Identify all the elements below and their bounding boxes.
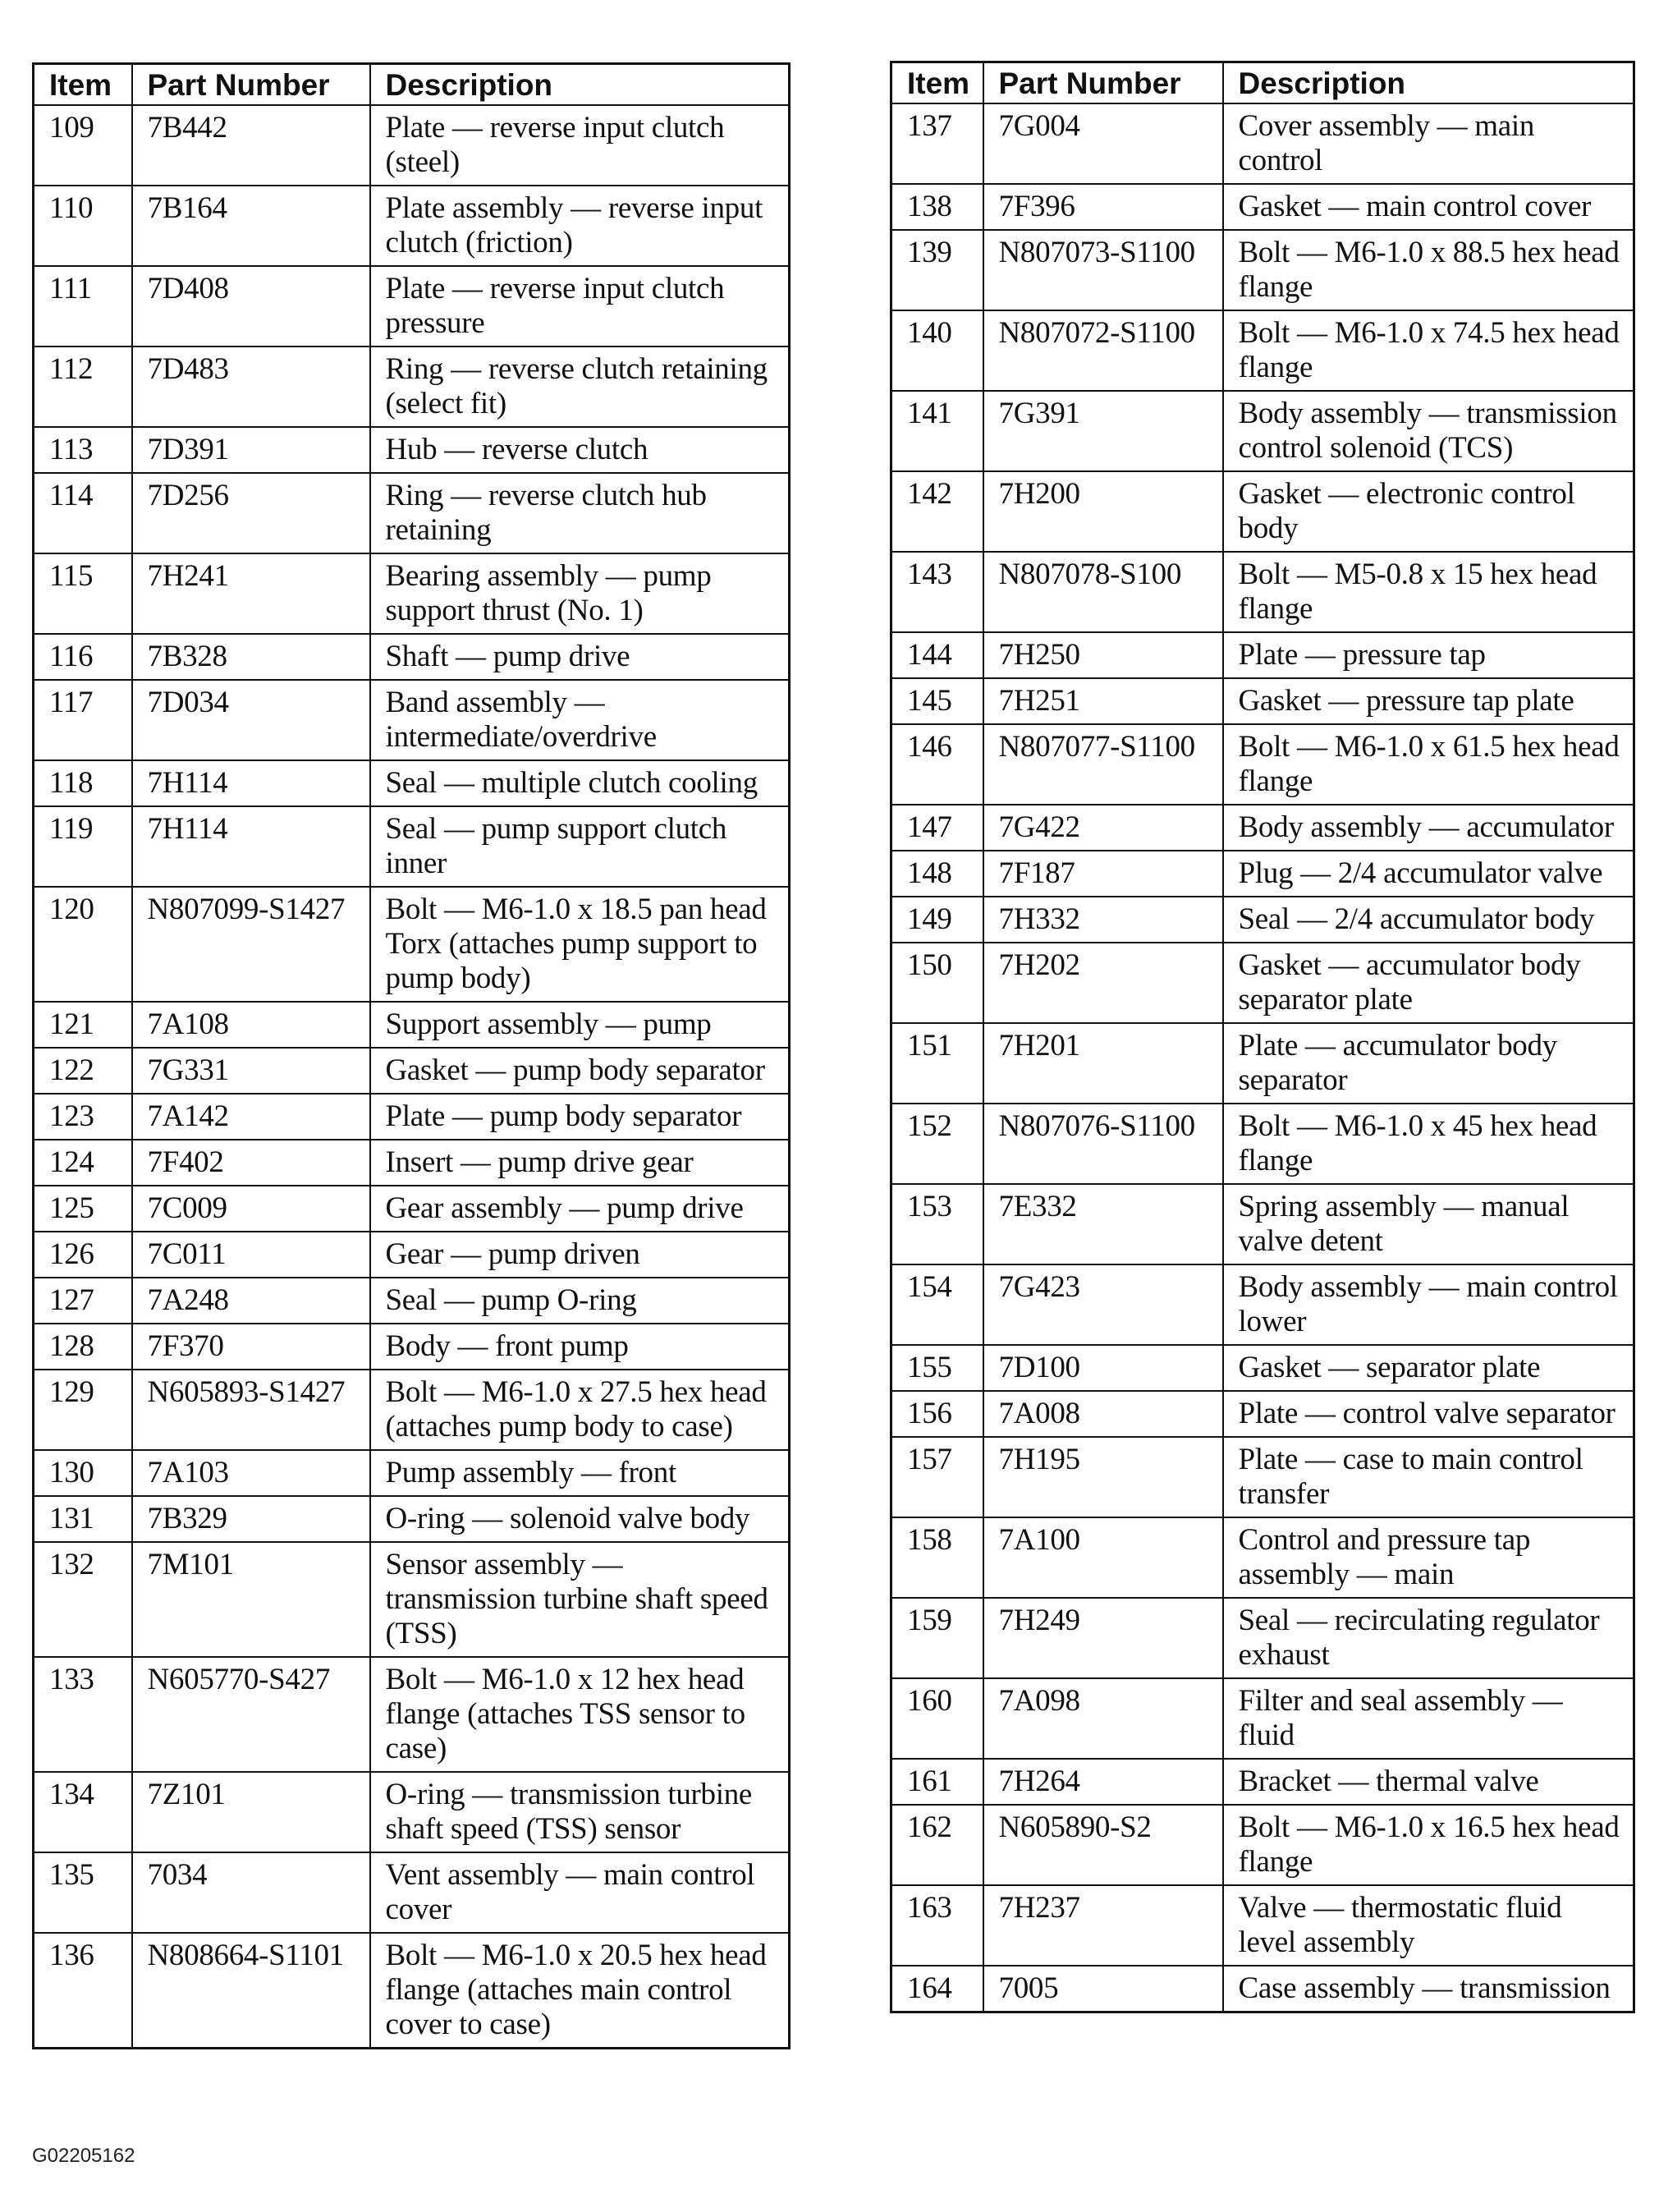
table-row bbox=[34, 1232, 790, 1278]
table-row bbox=[34, 266, 790, 346]
item-cell: 121 bbox=[34, 1002, 132, 1048]
header-part-number: Part Number bbox=[132, 64, 370, 106]
description-cell: Bolt — M6-1.0 x 45 hex head flange bbox=[1223, 1104, 1634, 1184]
table-row bbox=[891, 1517, 1634, 1598]
part-number-cell: 7H114 bbox=[132, 806, 370, 887]
table-row bbox=[891, 1759, 1634, 1805]
table-row bbox=[34, 186, 790, 266]
parts-table-right bbox=[890, 61, 1635, 2013]
table-row bbox=[34, 1450, 790, 1496]
table-row bbox=[891, 724, 1634, 805]
description-cell: Bolt — M6-1.0 x 18.5 pan head Torx (attaches pump support to pump body) bbox=[370, 887, 790, 1002]
table-row bbox=[891, 1184, 1634, 1264]
description-cell: Ring — reverse clutch hub retaining bbox=[370, 473, 790, 553]
table-row bbox=[891, 1678, 1634, 1759]
part-number-cell: 7H200 bbox=[983, 471, 1223, 552]
item-cell: 122 bbox=[34, 1048, 132, 1094]
description-cell: Sensor assembly — transmission turbine shaft speed (TSS) bbox=[370, 1542, 790, 1657]
description-cell: Seal — pump O-ring bbox=[370, 1278, 790, 1324]
description-cell: Body — front pump bbox=[370, 1324, 790, 1370]
description-cell: Gasket — electronic control body bbox=[1223, 471, 1634, 552]
item-cell: 152 bbox=[891, 1104, 983, 1184]
parts-table-left bbox=[32, 62, 791, 2049]
table-row bbox=[34, 1140, 790, 1186]
table-row bbox=[34, 1933, 790, 2049]
table-row bbox=[891, 1023, 1634, 1104]
item-cell: 118 bbox=[34, 760, 132, 806]
part-number-cell: N808664-S1101 bbox=[132, 1933, 370, 2049]
part-number-cell: 7F187 bbox=[983, 851, 1223, 897]
table-row bbox=[34, 1002, 790, 1048]
item-cell: 149 bbox=[891, 897, 983, 943]
part-number-cell: 7H249 bbox=[983, 1598, 1223, 1678]
table-row bbox=[34, 1370, 790, 1450]
item-cell: 161 bbox=[891, 1759, 983, 1805]
table-row bbox=[34, 427, 790, 473]
part-number-cell: N807099-S1427 bbox=[132, 887, 370, 1002]
description-cell: Hub — reverse clutch bbox=[370, 427, 790, 473]
item-cell: 123 bbox=[34, 1094, 132, 1140]
description-cell: Gasket — separator plate bbox=[1223, 1345, 1634, 1391]
description-cell: Vent assembly — main control cover bbox=[370, 1852, 790, 1933]
item-cell: 163 bbox=[891, 1885, 983, 1966]
header-description: Description bbox=[1223, 62, 1634, 104]
description-cell: Band assembly — intermediate/overdrive bbox=[370, 680, 790, 760]
description-cell: Plate — control valve separator bbox=[1223, 1391, 1634, 1437]
item-cell: 112 bbox=[34, 346, 132, 427]
part-number-cell: 7M101 bbox=[132, 1542, 370, 1657]
part-number-cell: 7H241 bbox=[132, 553, 370, 634]
table-row bbox=[34, 806, 790, 887]
description-cell: Seal — 2/4 accumulator body bbox=[1223, 897, 1634, 943]
header-item: Item bbox=[891, 62, 983, 104]
part-number-cell: 7B328 bbox=[132, 634, 370, 680]
item-cell: 155 bbox=[891, 1345, 983, 1391]
item-cell: 124 bbox=[34, 1140, 132, 1186]
item-cell: 133 bbox=[34, 1657, 132, 1772]
table-row bbox=[891, 1104, 1634, 1184]
description-cell: Plate — accumulator body separator bbox=[1223, 1023, 1634, 1104]
part-number-cell: 7G391 bbox=[983, 391, 1223, 471]
item-cell: 128 bbox=[34, 1324, 132, 1370]
description-cell: Gasket — pressure tap plate bbox=[1223, 678, 1634, 724]
table-row bbox=[891, 632, 1634, 678]
item-cell: 115 bbox=[34, 553, 132, 634]
part-number-cell: 7F370 bbox=[132, 1324, 370, 1370]
description-cell: Bolt — M6-1.0 x 27.5 hex head (attaches pump body to case) bbox=[370, 1370, 790, 1450]
part-number-cell: 7005 bbox=[983, 1966, 1223, 2012]
table-row bbox=[891, 471, 1634, 552]
part-number-cell: 7B329 bbox=[132, 1496, 370, 1542]
item-cell: 116 bbox=[34, 634, 132, 680]
description-cell: Bolt — M6-1.0 x 12 hex head flange (attaches TSS sensor to case) bbox=[370, 1657, 790, 1772]
item-cell: 110 bbox=[34, 186, 132, 266]
description-cell: Bolt — M6-1.0 x 61.5 hex head flange bbox=[1223, 724, 1634, 805]
item-cell: 113 bbox=[34, 427, 132, 473]
part-number-cell: 7D408 bbox=[132, 266, 370, 346]
part-number-cell: N605893-S1427 bbox=[132, 1370, 370, 1450]
description-cell: Support assembly — pump bbox=[370, 1002, 790, 1048]
part-number-cell: 7A248 bbox=[132, 1278, 370, 1324]
description-cell: Bracket — thermal valve bbox=[1223, 1759, 1634, 1805]
table-row bbox=[891, 678, 1634, 724]
item-cell: 127 bbox=[34, 1278, 132, 1324]
item-cell: 143 bbox=[891, 552, 983, 632]
part-number-cell: 7G331 bbox=[132, 1048, 370, 1094]
table-header-row bbox=[34, 64, 790, 106]
table-row bbox=[34, 105, 790, 186]
item-cell: 150 bbox=[891, 943, 983, 1023]
description-cell: Bolt — M6-1.0 x 88.5 hex head flange bbox=[1223, 230, 1634, 310]
item-cell: 148 bbox=[891, 851, 983, 897]
description-cell: Body assembly — accumulator bbox=[1223, 805, 1634, 851]
part-number-cell: 7H195 bbox=[983, 1437, 1223, 1517]
part-number-cell: 7H251 bbox=[983, 678, 1223, 724]
part-number-cell: 7G422 bbox=[983, 805, 1223, 851]
item-cell: 158 bbox=[891, 1517, 983, 1598]
table-row bbox=[34, 1324, 790, 1370]
table-row bbox=[891, 310, 1634, 391]
table-row bbox=[891, 103, 1634, 184]
description-cell: Control and pressure tap assembly — main bbox=[1223, 1517, 1634, 1598]
part-number-cell: 7D034 bbox=[132, 680, 370, 760]
part-number-cell: N605770-S427 bbox=[132, 1657, 370, 1772]
item-cell: 151 bbox=[891, 1023, 983, 1104]
part-number-cell: 7C011 bbox=[132, 1232, 370, 1278]
part-number-cell: 7A100 bbox=[983, 1517, 1223, 1598]
description-cell: Body assembly — transmission control solenoid (TCS) bbox=[1223, 391, 1634, 471]
description-cell: Ring — reverse clutch retaining (select fit) bbox=[370, 346, 790, 427]
description-cell: Shaft — pump drive bbox=[370, 634, 790, 680]
description-cell: Gear — pump driven bbox=[370, 1232, 790, 1278]
table-row bbox=[34, 473, 790, 553]
item-cell: 120 bbox=[34, 887, 132, 1002]
header-description: Description bbox=[370, 64, 790, 106]
item-cell: 136 bbox=[34, 1933, 132, 2049]
table-row bbox=[891, 552, 1634, 632]
description-cell: Gasket — pump body separator bbox=[370, 1048, 790, 1094]
description-cell: Bolt — M6-1.0 x 74.5 hex head flange bbox=[1223, 310, 1634, 391]
description-cell: Spring assembly — manual valve detent bbox=[1223, 1184, 1634, 1264]
description-cell: Case assembly — transmission bbox=[1223, 1966, 1634, 2012]
part-number-cell: 7E332 bbox=[983, 1184, 1223, 1264]
part-number-cell: 7C009 bbox=[132, 1186, 370, 1232]
part-number-cell: 7G423 bbox=[983, 1264, 1223, 1345]
item-cell: 135 bbox=[34, 1852, 132, 1933]
table-row bbox=[891, 851, 1634, 897]
table-row bbox=[34, 1852, 790, 1933]
part-number-cell: 7A142 bbox=[132, 1094, 370, 1140]
item-cell: 159 bbox=[891, 1598, 983, 1678]
item-cell: 147 bbox=[891, 805, 983, 851]
item-cell: 164 bbox=[891, 1966, 983, 2012]
part-number-cell: 7B442 bbox=[132, 105, 370, 186]
part-number-cell: N807076-S1100 bbox=[983, 1104, 1223, 1184]
part-number-cell: N605890-S2 bbox=[983, 1805, 1223, 1885]
table-row bbox=[891, 943, 1634, 1023]
item-cell: 146 bbox=[891, 724, 983, 805]
table-row bbox=[34, 1048, 790, 1094]
description-cell: Bolt — M5-0.8 x 15 hex head flange bbox=[1223, 552, 1634, 632]
item-cell: 129 bbox=[34, 1370, 132, 1450]
item-cell: 117 bbox=[34, 680, 132, 760]
description-cell: O-ring — transmission turbine shaft speed (TSS) sensor bbox=[370, 1772, 790, 1852]
item-cell: 140 bbox=[891, 310, 983, 391]
description-cell: Plate — pressure tap bbox=[1223, 632, 1634, 678]
item-cell: 156 bbox=[891, 1391, 983, 1437]
item-cell: 137 bbox=[891, 103, 983, 184]
table-row bbox=[34, 680, 790, 760]
item-cell: 132 bbox=[34, 1542, 132, 1657]
part-number-cell: N807078-S100 bbox=[983, 552, 1223, 632]
table-row bbox=[891, 1805, 1634, 1885]
header-part-number: Part Number bbox=[983, 62, 1223, 104]
table-row bbox=[891, 1437, 1634, 1517]
table-row bbox=[891, 391, 1634, 471]
table-header-row bbox=[891, 62, 1634, 104]
description-cell: Body assembly — main control lower bbox=[1223, 1264, 1634, 1345]
item-cell: 145 bbox=[891, 678, 983, 724]
part-number-cell: 7034 bbox=[132, 1852, 370, 1933]
description-cell: Plate — pump body separator bbox=[370, 1094, 790, 1140]
description-cell: Seal — multiple clutch cooling bbox=[370, 760, 790, 806]
description-cell: O-ring — solenoid valve body bbox=[370, 1496, 790, 1542]
description-cell: Valve — thermostatic fluid level assembly bbox=[1223, 1885, 1634, 1966]
item-cell: 119 bbox=[34, 806, 132, 887]
part-number-cell: 7H237 bbox=[983, 1885, 1223, 1966]
table-row bbox=[891, 1966, 1634, 2012]
description-cell: Gasket — accumulator body separator plate bbox=[1223, 943, 1634, 1023]
item-cell: 125 bbox=[34, 1186, 132, 1232]
part-number-cell: 7H202 bbox=[983, 943, 1223, 1023]
description-cell: Gear assembly — pump drive bbox=[370, 1186, 790, 1232]
item-cell: 157 bbox=[891, 1437, 983, 1517]
item-cell: 160 bbox=[891, 1678, 983, 1759]
part-number-cell: 7F396 bbox=[983, 184, 1223, 230]
table-row bbox=[34, 1278, 790, 1324]
description-cell: Plate — reverse input clutch (steel) bbox=[370, 105, 790, 186]
part-number-cell: 7A103 bbox=[132, 1450, 370, 1496]
item-cell: 142 bbox=[891, 471, 983, 552]
description-cell: Gasket — main control cover bbox=[1223, 184, 1634, 230]
part-number-cell: 7A008 bbox=[983, 1391, 1223, 1437]
description-cell: Insert — pump drive gear bbox=[370, 1140, 790, 1186]
part-number-cell: 7H201 bbox=[983, 1023, 1223, 1104]
table-row bbox=[891, 1345, 1634, 1391]
table-row bbox=[34, 553, 790, 634]
part-number-cell: 7H264 bbox=[983, 1759, 1223, 1805]
part-number-cell: 7A108 bbox=[132, 1002, 370, 1048]
item-cell: 126 bbox=[34, 1232, 132, 1278]
item-cell: 139 bbox=[891, 230, 983, 310]
description-cell: Filter and seal assembly — fluid bbox=[1223, 1678, 1634, 1759]
table-row bbox=[891, 1264, 1634, 1345]
table-row bbox=[34, 760, 790, 806]
description-cell: Bolt — M6-1.0 x 20.5 hex head flange (attaches main control cover to case) bbox=[370, 1933, 790, 2049]
table-row bbox=[34, 1496, 790, 1542]
item-cell: 162 bbox=[891, 1805, 983, 1885]
description-cell: Seal — recirculating regulator exhaust bbox=[1223, 1598, 1634, 1678]
description-cell: Pump assembly — front bbox=[370, 1450, 790, 1496]
item-cell: 138 bbox=[891, 184, 983, 230]
item-cell: 114 bbox=[34, 473, 132, 553]
description-cell: Bolt — M6-1.0 x 16.5 hex head flange bbox=[1223, 1805, 1634, 1885]
part-number-cell: 7B164 bbox=[132, 186, 370, 266]
part-number-cell: 7D256 bbox=[132, 473, 370, 553]
header-item: Item bbox=[34, 64, 132, 106]
description-cell: Seal — pump support clutch inner bbox=[370, 806, 790, 887]
part-number-cell: 7H250 bbox=[983, 632, 1223, 678]
item-cell: 154 bbox=[891, 1264, 983, 1345]
part-number-cell: 7D483 bbox=[132, 346, 370, 427]
table-row bbox=[34, 887, 790, 1002]
item-cell: 134 bbox=[34, 1772, 132, 1852]
description-cell: Cover assembly — main control bbox=[1223, 103, 1634, 184]
part-number-cell: 7G004 bbox=[983, 103, 1223, 184]
item-cell: 153 bbox=[891, 1184, 983, 1264]
part-number-cell: 7D100 bbox=[983, 1345, 1223, 1391]
part-number-cell: N807072-S1100 bbox=[983, 310, 1223, 391]
description-cell: Plug — 2/4 accumulator valve bbox=[1223, 851, 1634, 897]
table-row bbox=[34, 1186, 790, 1232]
table-row bbox=[891, 1885, 1634, 1966]
table-row bbox=[34, 1657, 790, 1772]
part-number-cell: 7H332 bbox=[983, 897, 1223, 943]
table-row bbox=[891, 230, 1634, 310]
description-cell: Plate — case to main control transfer bbox=[1223, 1437, 1634, 1517]
part-number-cell: 7A098 bbox=[983, 1678, 1223, 1759]
figure-code: G02205162 bbox=[32, 2145, 135, 2167]
table-row bbox=[891, 184, 1634, 230]
part-number-cell: 7D391 bbox=[132, 427, 370, 473]
table-row bbox=[891, 805, 1634, 851]
table-row bbox=[34, 1772, 790, 1852]
item-cell: 111 bbox=[34, 266, 132, 346]
table-row bbox=[891, 1598, 1634, 1678]
table-row bbox=[891, 897, 1634, 943]
part-number-cell: N807073-S1100 bbox=[983, 230, 1223, 310]
part-number-cell: N807077-S1100 bbox=[983, 724, 1223, 805]
description-cell: Plate — reverse input clutch pressure bbox=[370, 266, 790, 346]
item-cell: 141 bbox=[891, 391, 983, 471]
table-row bbox=[34, 1094, 790, 1140]
table-row bbox=[34, 1542, 790, 1657]
item-cell: 144 bbox=[891, 632, 983, 678]
description-cell: Plate assembly — reverse input clutch (friction) bbox=[370, 186, 790, 266]
table-row bbox=[34, 634, 790, 680]
item-cell: 130 bbox=[34, 1450, 132, 1496]
description-cell: Bearing assembly — pump support thrust (No. 1) bbox=[370, 553, 790, 634]
part-number-cell: 7H114 bbox=[132, 760, 370, 806]
part-number-cell: 7Z101 bbox=[132, 1772, 370, 1852]
item-cell: 131 bbox=[34, 1496, 132, 1542]
table-row bbox=[34, 346, 790, 427]
part-number-cell: 7F402 bbox=[132, 1140, 370, 1186]
item-cell: 109 bbox=[34, 105, 132, 186]
table-row bbox=[891, 1391, 1634, 1437]
